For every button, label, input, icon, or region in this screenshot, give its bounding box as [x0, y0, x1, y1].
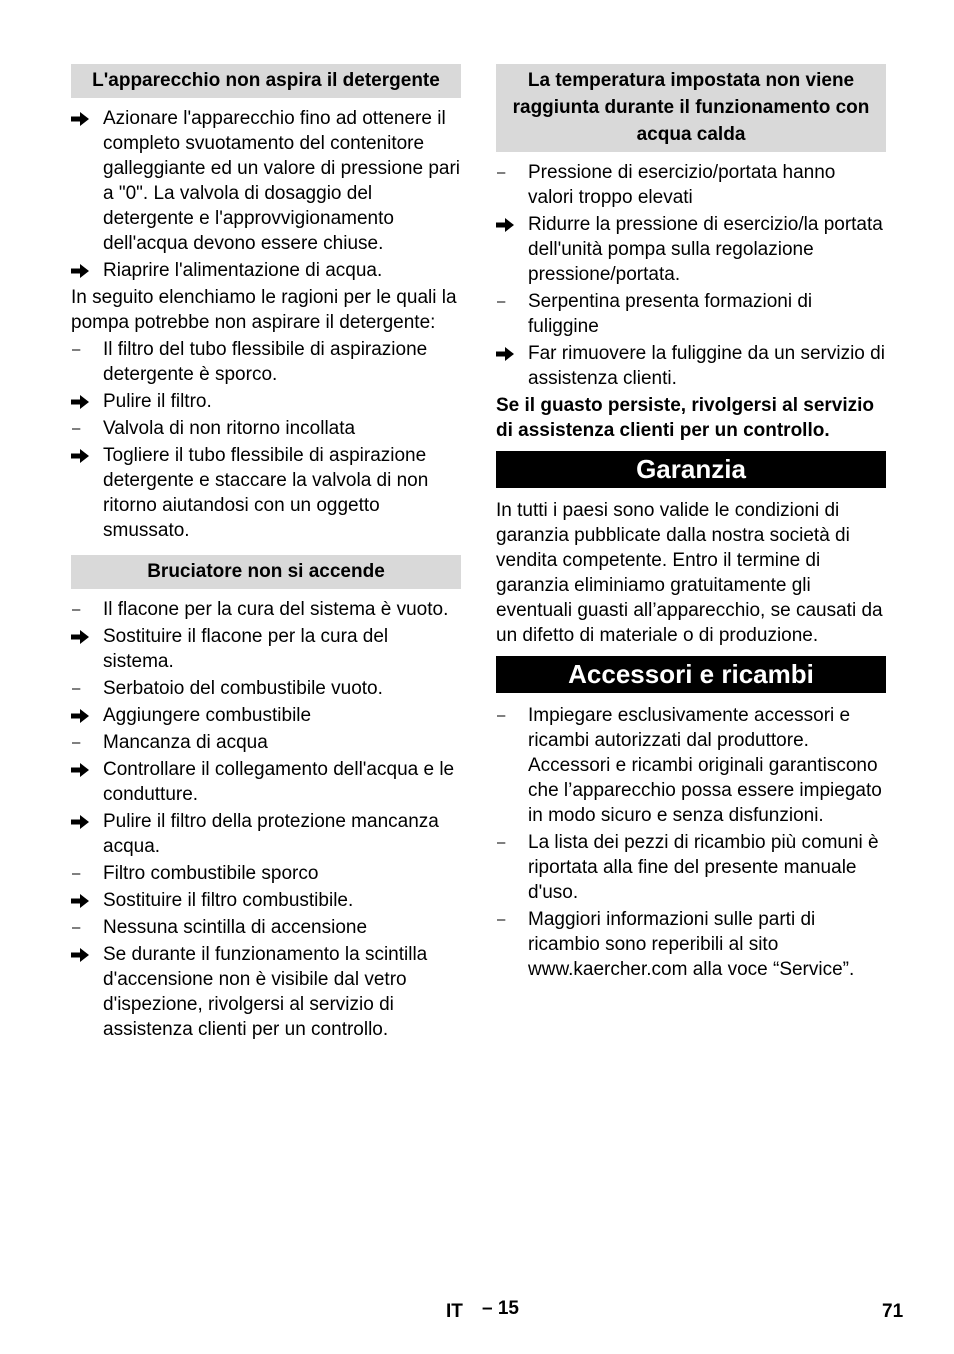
section-heading: La temperatura impostata non viene raggiunta durante il funzionamento con acqua calda: [496, 64, 886, 152]
list-item: [496, 703, 886, 828]
list-item: [71, 597, 461, 622]
chapter-heading-accessori: Accessori e ricambi: [496, 656, 886, 693]
list-item: [496, 289, 886, 339]
list-item-text: Pulire il filtro.: [103, 391, 212, 412]
dash-bullet-icon: –: [72, 341, 81, 358]
list-item-text: Togliere il tubo flessibile di aspirazione detergente e staccare la valvola di non ritorno aiutandosi con un oggetto smussato.: [103, 445, 429, 541]
right-arrow-icon: [496, 341, 522, 361]
dash-bullet-icon: –: [72, 734, 81, 751]
right-arrow-icon: [71, 942, 97, 962]
list-item: [71, 416, 461, 441]
list-item-text: Ridurre la pressione di esercizio/la portata dell'unità pompa sulla regolazione pressione/portata.: [528, 214, 883, 285]
list-item: [496, 341, 886, 391]
footer-page-number: 71: [882, 1301, 904, 1322]
list-item: [71, 624, 461, 674]
list-item: [71, 258, 461, 283]
right-arrow-icon: [496, 212, 522, 232]
bullet-list: [496, 160, 886, 391]
list-item-text: Se durante il funzionamento la scintilla d'accensione non è visibile dal vetro d'ispezione, rivolgersi al servizio di assistenza clienti per un controllo.: [103, 944, 428, 1040]
list-item-text: Il filtro del tubo flessibile di aspirazione detergente è sporco.: [103, 339, 428, 385]
list-item-text: Riaprire l'alimentazione di acqua.: [103, 260, 383, 281]
right-column: [496, 64, 886, 984]
bold-note: Se il guasto persiste, rivolgersi al servizio di assistenza clienti per un controllo.: [496, 395, 875, 441]
list-item-text: Pulire il filtro della protezione mancanza acqua.: [103, 811, 439, 857]
list-item: [71, 861, 461, 886]
section-heading: L'apparecchio non aspira il detergente: [71, 64, 461, 98]
dash-bullet-icon: –: [72, 601, 81, 618]
list-item-text: Impiegare esclusivamente accessori e ricambi autorizzati dal produttore. Accessori e ricambi originali garantiscono che l’apparecchio possa essere impiegato in modo sicuro e senza disfunzioni.: [528, 705, 882, 826]
dash-bullet-icon: –: [72, 919, 81, 936]
right-arrow-icon: [71, 888, 97, 908]
list-item-text: Mancanza di acqua: [103, 732, 268, 753]
list-item-text: Pressione di esercizio/portata hanno valori troppo elevati: [528, 162, 836, 208]
right-arrow-icon: [71, 389, 97, 409]
list-item: [71, 915, 461, 940]
list-item: [496, 212, 886, 287]
right-arrow-icon: [71, 258, 97, 278]
list-item: [496, 907, 886, 982]
list-item-text: Far rimuovere la fuliggine da un servizio di assistenza clienti.: [528, 343, 885, 389]
bullet-list: [71, 106, 461, 543]
list-item: [71, 389, 461, 414]
right-arrow-icon: [71, 757, 97, 777]
dash-bullet-icon: –: [497, 293, 506, 310]
right-arrow-icon: [71, 703, 97, 723]
left-column: [71, 64, 461, 1044]
list-item-text: Valvola di non ritorno incollata: [103, 418, 356, 439]
right-arrow-icon: [71, 106, 97, 126]
list-item-text: Nessuna scintilla di accensione: [103, 917, 368, 938]
bullet-list: [71, 597, 461, 1042]
warranty-text: In tutti i paesi sono valide le condizioni di garanzia pubblicate dalla nostra società di vendita competente. Entro il termine di garanzia eliminiamo gratuitamente gli eventuali guasti all’apparecchio, se causati da un difetto di materiale o di produzione.: [496, 500, 883, 646]
list-item-text: Serpentina presenta formazioni di fuliggine: [528, 291, 813, 337]
dash-bullet-icon: –: [72, 420, 81, 437]
list-item-text: Sostituire il filtro combustibile.: [103, 890, 354, 911]
footer-language: IT: [446, 1301, 463, 1322]
dash-bullet-icon: –: [497, 834, 506, 851]
list-item-text: La lista dei pezzi di ricambio più comuni è riportata alla fine del presente manuale d'uso.: [528, 832, 879, 903]
right-arrow-icon: [71, 624, 97, 644]
right-arrow-icon: [71, 809, 97, 829]
list-item-text: Il flacone per la cura del sistema è vuoto.: [103, 599, 449, 620]
dash-bullet-icon: –: [497, 911, 506, 928]
dash-bullet-icon: –: [72, 865, 81, 882]
chapter-heading-garanzia: Garanzia: [496, 451, 886, 488]
list-item-text: Maggiori informazioni sulle parti di ricambio sono reperibili al sito www.kaercher.com alla voce “Service”.: [528, 909, 855, 980]
list-item: [71, 888, 461, 913]
list-item: [71, 443, 461, 543]
list-item: [71, 676, 461, 701]
list-item-text: Controllare il collegamento dell'acqua e le condutture.: [103, 759, 455, 805]
list-item: [71, 757, 461, 807]
list-item: [496, 830, 886, 905]
list-item: [71, 730, 461, 755]
bullet-list: [496, 703, 886, 982]
list-item: [71, 337, 461, 387]
list-item: [71, 942, 461, 1042]
section-heading: Bruciatore non si accende: [71, 555, 461, 589]
list-item-text: Aggiungere combustibile: [103, 705, 312, 726]
dash-bullet-icon: –: [72, 680, 81, 697]
list-item: [71, 809, 461, 859]
footer-section-page: – 15: [482, 1298, 519, 1319]
dash-bullet-icon: –: [497, 707, 506, 724]
list-item-text: Filtro combustibile sporco: [103, 863, 319, 884]
list-item: [496, 160, 886, 210]
list-item-text: Sostituire il flacone per la cura del sistema.: [103, 626, 389, 672]
list-item: [71, 703, 461, 728]
list-item-text: Serbatoio del combustibile vuoto.: [103, 678, 383, 699]
right-arrow-icon: [71, 443, 97, 463]
dash-bullet-icon: –: [497, 164, 506, 181]
paragraph: In seguito elenchiamo le ragioni per le quali la pompa potrebbe non aspirare il detergente:: [71, 287, 457, 333]
list-item: [71, 106, 461, 256]
list-item-text: Azionare l'apparecchio fino ad ottenere il completo svuotamento del contenitore galleggiante ed un valore di pressione pari a "0". La valvola di dosaggio del detergente e l'approvvigionamento dell'acqua devono essere chiuse.: [103, 108, 461, 254]
